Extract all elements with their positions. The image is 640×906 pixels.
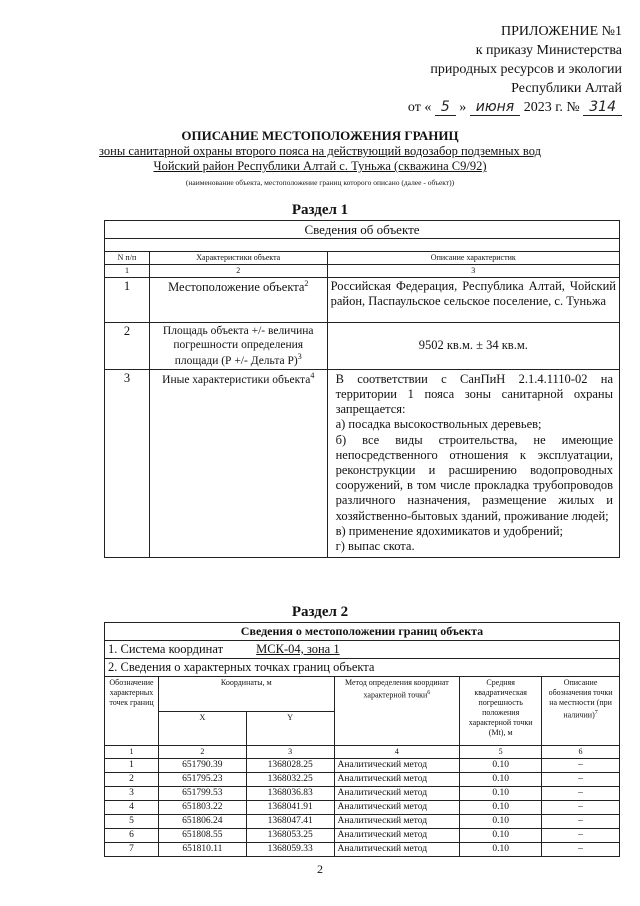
appendix-line3: природных ресурсов и экологии [430, 62, 622, 77]
table-row: 6 651808.55 1368053.25 Аналитический метод 0.10 – [105, 829, 620, 843]
appendix-line2: к приказу Министерства [475, 43, 622, 58]
section1-heading: Раздел 1 [291, 202, 349, 218]
table-title: Сведения о местоположении границ объекта [105, 623, 620, 641]
table-row: 1 Местоположение объекта$^2$ Российская Федерация, Республика Алтай, Чойский район, Паспаульское сельское поселение, с. Туньжа [105, 278, 620, 323]
table-row: 2 651795.23 1368032.25 Аналитический метод 0.10 – [105, 773, 620, 787]
col-x: X [158, 711, 246, 746]
object-note: (наименование объекта, местоположение границ которого описано (далее - объект)) [185, 178, 455, 187]
table-row: 5 651806.24 1368047.41 Аналитический метод 0.10 – [105, 815, 620, 829]
table-row: 2 Площадь объекта +/- величина погрешности определения площади (Р +/- Дельта Р)$^3$ 9502 кв.м. ± 34 кв.м. [105, 323, 620, 370]
col-num: N п/п [105, 252, 150, 265]
col-coords: Координаты, м [158, 677, 334, 712]
document-title: ОПИСАНИЕ МЕСТОПОЛОЖЕНИЯ ГРАНИЦ [181, 128, 459, 143]
table-row: 1 651790.39 1368028.25 Аналитический метод 0.10 – [105, 759, 620, 773]
table-row: 4 651803.22 1368041.91 Аналитический метод 0.10 – [105, 801, 620, 815]
col-point: Обозначение характерных точек границ [105, 677, 159, 746]
table-row: 3 Иные характеристики объекта$^4$ В соответствии с СанПиН 2.1.4.1110-02 на территории 1 пояса зоны санитарной охраны запрещается: а) посадка высокоствольных деревьев; б) все виды строительства, не имеющие непосредственного отношения к эксплуатации, реконструкции и расширению водопроводных сооружений, в том числе прокладка трубопроводов различного назначения, размещение жилых и хозяйственно-бытовых зданий, проживание людей; в) применение ядохимикатов и удобрений; г) выпас скота. [105, 369, 620, 557]
col-error: Средняя квадратическая погрешность положения характерной точки (Mt), м [460, 677, 542, 746]
boundary-points-table: Сведения о местоположении границ объекта 1. Система координат МСК-04, зона 1 2. Сведения о характерных точках границ объекта Обозначение характерных точек границ Координаты, м Метод определения координат характерной точки$^6$ Средняя квадратическая погрешность положения характерной точки (Mt), м Описание обозначения точки на местности (при наличии)$^7$ X Y 1 2 3 4 5 6 1 651790.39 1368028.25 Аналитический метод 0.10 – 2 651795.23 1368032.25 Аналитический метод 0.10 – 3 651799.53 1368036.83 Аналитический метод 0.10 – 4 651803.22 1368041.91 Аналитический метод 0.10 – 5 651806.24 1368047.41 Аналитический метод 0.10 – 6 651808.55 1368053.25 Аналитический метод 0.10 – 7 651810.11 1368059.33 Аналитический метод 0.10 – [104, 622, 620, 857]
appendix-header [408, 22, 622, 117]
points-label: 2. Сведения о характерных точках границ объекта [105, 659, 620, 677]
col-point-description: Описание обозначения точки на местности (при наличии)$^7$ [542, 677, 620, 746]
appendix-line4: Республики Алтай [511, 81, 622, 96]
order-day: 5 [435, 99, 456, 116]
table-row: 7 651810.11 1368059.33 Аналитический метод 0.10 – [105, 843, 620, 857]
order-date-line: от « 5 » июня 2023 г. № 314 [408, 98, 622, 117]
object-location: Чойский район Республики Алтай с. Туньжа (скважина С9/92) [153, 159, 487, 173]
object-info-table: Сведения об объекте N п/п Характеристики объекта Описание характеристик 1 2 3 1 Местоположение объекта$^2$ Российская Федерация, Республика Алтай, Чойский район, Паспаульское сельское поселение, с. Туньжа 2 Площадь объекта +/- величина погрешности определения площади (Р +/- Дельта Р)$^3$ 9502 кв.м. ± 34 кв.м. 3 Иные характеристики объекта$^4$ В соответствии с СанПиН 2.1.4.1110-02 на территории 1 пояса зоны санитарной охраны запрещается: а) посадка высокоствольных деревьев; б) все виды строительства, не имеющие непосредственного отношения к эксплуатации, реконструкции и расширению водопроводных сооружений, в том числе прокладка трубопроводов различного назначения, размещение жилых и хозяйственно-бытовых зданий, проживание людей; в) применение ядохимикатов и удобрений; г) выпас скота. [104, 220, 620, 558]
col-method: Метод определения координат характерной точки$^6$ [334, 677, 460, 746]
table-title: Сведения об объекте [105, 221, 620, 239]
order-number: 314 [583, 99, 622, 116]
appendix-title: ПРИЛОЖЕНИЕ №1 [501, 24, 622, 39]
order-month: июня [470, 99, 520, 116]
coord-system: 1. Система координат МСК-04, зона 1 [105, 641, 620, 659]
section2-heading: Раздел 2 [291, 604, 349, 620]
table-row: 3 651799.53 1368036.83 Аналитический метод 0.10 – [105, 787, 620, 801]
col-y: Y [246, 711, 334, 746]
col-description: Описание характеристик [327, 252, 619, 265]
coord-system-value: МСК-04, зона 1 [256, 642, 340, 656]
object-name: зоны санитарной охраны второго пояса на действующий водозабор подземных вод [99, 144, 541, 158]
page-number: 2 [317, 862, 323, 876]
col-characteristics: Характеристики объекта [149, 252, 327, 265]
